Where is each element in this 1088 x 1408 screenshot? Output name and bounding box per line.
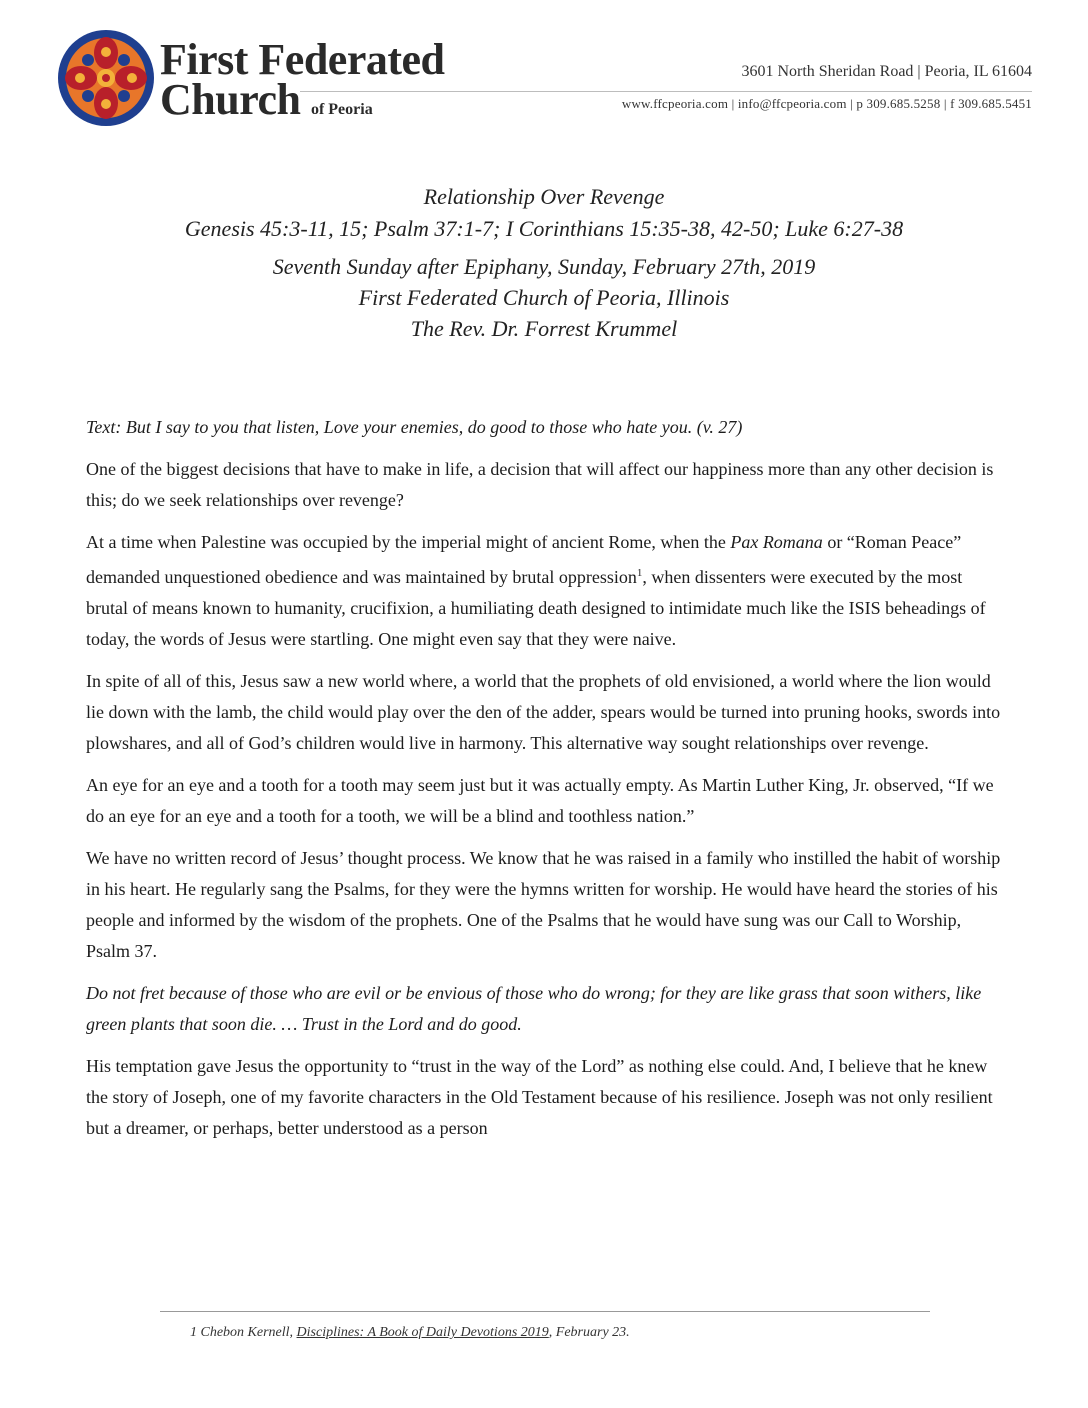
- text-verse: Text: But I say to you that listen, Love your enemies, do good to those who hate you. (v. 27): [86, 417, 743, 437]
- sermon-title: Relationship Over Revenge: [423, 184, 665, 209]
- preacher-line: The Rev. Dr. Forrest Krummel: [410, 316, 678, 341]
- church-logo: [56, 28, 156, 128]
- footnote: 1 Chebon Kernell, Disciplines: A Book of Daily Devotions 2019, February 23.: [190, 1325, 630, 1340]
- church-name-city: of Peoria: [310, 101, 373, 118]
- paragraph-5: We have no written record of Jesus’ thought process. We know that he was raised in a family who instilled the habit of worship in his heart. He regularly sang the Psalms, for they were the hymns written for worship. He would have heard the stories of his people and informed by the wisdom of the prophets. One of the Psalms that he would have sung was our Call to Worship, Psalm 37.: [86, 848, 1001, 961]
- church-name-line1: First Federated: [160, 35, 445, 84]
- church-contact: www.ffcpeoria.com | info@ffcpeoria.com | p 309.685.5258 | f 309.685.5451: [621, 96, 1032, 111]
- paragraph-4: An eye for an eye and a tooth for a tooth may seem just but it was actually empty. As Martin Luther King, Jr. observed, “If we do an eye for an eye and a tooth for a tooth, we will be a blind and toothless nation.”: [86, 775, 994, 826]
- church-name-line2: Church of Peoria: [160, 75, 373, 124]
- paragraph-3: In spite of all of this, Jesus saw a new world where, a world that the prophets of old envisioned, a world where the lion would lie down with the lamb, the child would play over the den of the adder, spears would be turned into pruning hooks, swords into plowshares, and all of God’s children would live in harmony. This alternative way sought relationships over revenge.: [86, 671, 1001, 753]
- church-address: 3601 North Sheridan Road | Peoria, IL 61604: [741, 63, 1032, 80]
- footnote-ref: 1: [636, 567, 643, 579]
- sermon-body: [86, 412, 1006, 1155]
- header-divider: [300, 91, 1032, 92]
- paragraph-2: At a time when Palestine was occupied by the imperial might of ancient Rome, when the Pax Romana or “Roman Peace” demanded unquestioned obedience and was maintained by brutal oppression$^1$, when dissenters were executed by the most brutal of means known to humanity, crucifixion, a humiliating death designed to intimidate much like the ISIS beheadings of today, the words of Jesus were startling. One might even say that they were naive.: [86, 532, 986, 649]
- paragraph-1: One of the biggest decisions that have to make in life, a decision that will affect our happiness more than any other decision is this; do we seek relationships over revenge?: [86, 459, 994, 510]
- footnote-book-title: Disciplines: A Book of Daily Devotions 2019: [296, 1325, 549, 1340]
- occasion-line: Seventh Sunday after Epiphany, Sunday, February 27th, 2019: [272, 254, 816, 279]
- place-line: First Federated Church of Peoria, Illinois: [358, 285, 730, 310]
- scripture-references: Genesis 45:3-11, 15; Psalm 37:1-7; I Corinthians 15:35-38, 42-50; Luke 6:27-38: [184, 216, 904, 241]
- footnote-divider: [160, 1311, 930, 1312]
- psalm-quote: Do not fret because of those who are evil or be envious of those who do wrong; for they are like grass that soon withers, like green plants that soon die. … Trust in the Lord and do good.: [86, 983, 982, 1034]
- church-name: [160, 35, 445, 130]
- paragraph-7: His temptation gave Jesus the opportunity to “trust in the way of the Lord” as nothing else could. And, I believe that he knew the story of Joseph, one of my favorite characters in the Old Testament because of his resilience. Joseph was not only resilient but a dreamer, or perhaps, better understood as a person: [86, 1056, 993, 1138]
